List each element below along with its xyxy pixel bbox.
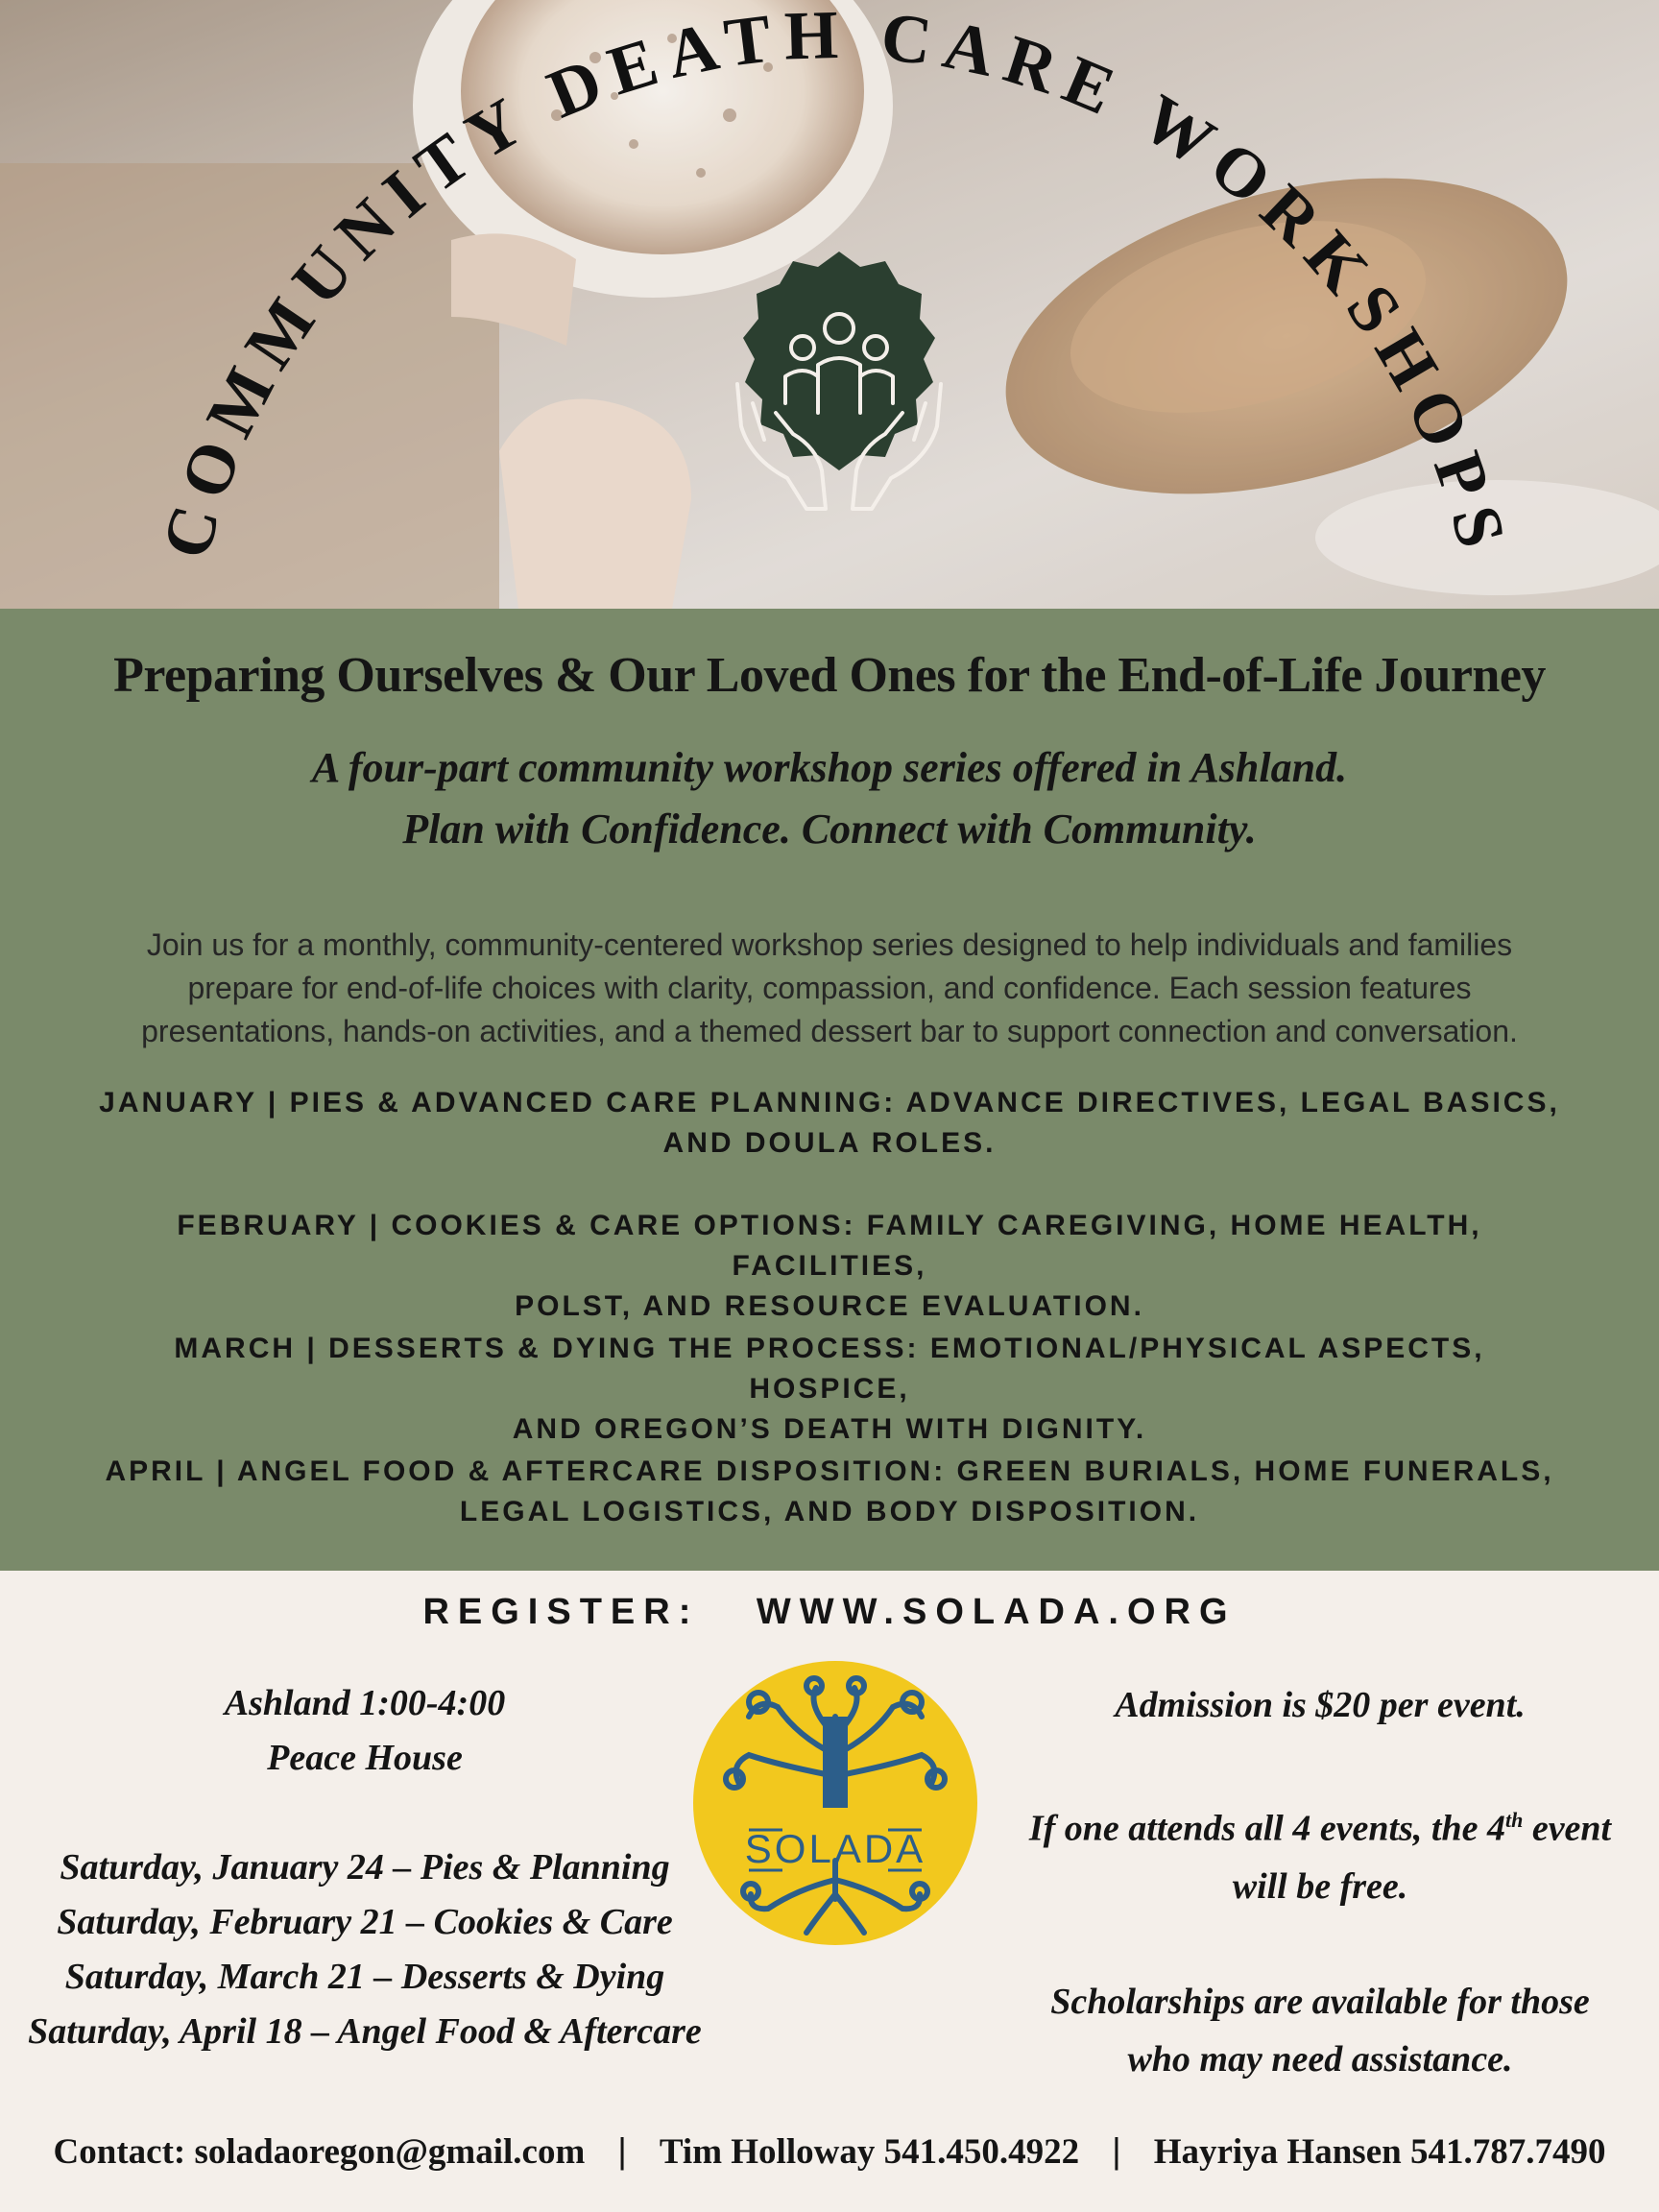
session-april — [96, 1452, 1563, 1532]
intro-line: prepare for end-of-life choices with clarity, compassion, and confidence. Each session features — [187, 971, 1472, 1005]
date-item: Saturday, March 21 – Desserts & Dying — [64, 1957, 665, 1997]
session-line: AND DOULA ROLES. — [662, 1127, 997, 1159]
subtitle-series: A four-part community workshop series offered in Ashland. — [311, 744, 1348, 791]
solada-logo — [691, 1659, 979, 1947]
hero-photo — [0, 0, 1659, 609]
register-label: REGISTER: — [422, 1592, 700, 1632]
free-event-text — [1018, 1791, 1623, 1858]
subtitle-motto: Plan with Confidence. Connect with Community. — [402, 805, 1257, 853]
intro-line: presentations, hands-on activities, and a themed dessert bar to support connection and conversation. — [141, 1014, 1518, 1048]
free-event-text-2: will be free. — [1232, 1865, 1408, 1907]
intro-line: Join us for a monthly, community-centered workshop series designed to help individuals and families — [146, 927, 1513, 962]
admission-text: Admission is $20 per event. — [1115, 1685, 1526, 1725]
register-line — [0, 1592, 1659, 1633]
session-february — [96, 1206, 1563, 1327]
session-line: FEBRUARY | COOKIES & CARE OPTIONS: FAMILY CAREGIVING, HOME HEALTH, FACILITIES, — [177, 1210, 1482, 1282]
tagline: Preparing Ourselves & Our Loved Ones for the End-of-Life Journey — [113, 648, 1546, 703]
location-venue: Peace House — [267, 1738, 463, 1778]
contact-hayriya[interactable]: Hayriya Hansen 541.787.7490 — [1153, 2132, 1606, 2172]
contact-tim[interactable]: Tim Holloway 541.450.4922 — [659, 2132, 1080, 2172]
date-item: Saturday, February 21 – Cookies & Care — [57, 1902, 673, 1942]
session-line: APRIL | ANGEL FOOD & AFTERCARE DISPOSITION: GREEN BURIALS, HOME FUNERALS, — [105, 1455, 1554, 1487]
register-link[interactable]: WWW.SOLADA.ORG — [756, 1592, 1237, 1632]
people-in-hands-icon — [0, 0, 1659, 609]
session-line: AND OREGON’S DEATH WITH DIGNITY. — [512, 1413, 1147, 1445]
logo-text: SOLADA — [744, 1826, 926, 1871]
session-line: JANUARY | PIES & ADVANCED CARE PLANNING: ADVANCE DIRECTIVES, LEGAL BASICS, — [99, 1087, 1560, 1118]
separator: | — [617, 2131, 627, 2171]
scholarship-text-2: who may need assistance. — [1127, 2038, 1513, 2080]
session-march — [96, 1329, 1563, 1450]
schedule-column — [19, 1676, 710, 2059]
date-item: Saturday, April 18 – Angel Food & Aftercare — [28, 2011, 702, 2052]
session-line: POLST, AND RESOURCE EVALUATION. — [515, 1290, 1144, 1322]
ordinal-suffix: th — [1504, 1808, 1524, 1832]
location-time: Ashland 1:00-4:00 — [224, 1683, 506, 1723]
session-january — [96, 1083, 1563, 1164]
contact-line — [0, 2131, 1659, 2173]
info-section — [0, 1571, 1659, 2212]
separator: | — [1112, 2131, 1121, 2171]
date-item: Saturday, January 24 – Pies & Planning — [60, 1847, 670, 1887]
contact-email[interactable]: Contact: soladaoregon@gmail.com — [53, 2132, 586, 2172]
workshop-panel — [0, 609, 1659, 1571]
pricing-column — [1018, 1676, 1623, 2088]
session-line: LEGAL LOGISTICS, AND BODY DISPOSITION. — [459, 1496, 1200, 1527]
free-event-part: event — [1523, 1808, 1612, 1849]
free-event-part: If one attends all 4 events, the 4 — [1028, 1808, 1505, 1849]
scholarship-text: Scholarships are available for those — [1050, 1981, 1590, 2022]
intro-paragraph — [77, 924, 1582, 1053]
svg-text:COMMUNITY DEATH CARE WORKSHOPS: COMMUNITY DEATH CARE WORKSHOPS — [147, 0, 1524, 566]
session-line: MARCH | DESSERTS & DYING THE PROCESS: EMOTIONAL/PHYSICAL ASPECTS, HOSPICE, — [174, 1333, 1485, 1405]
